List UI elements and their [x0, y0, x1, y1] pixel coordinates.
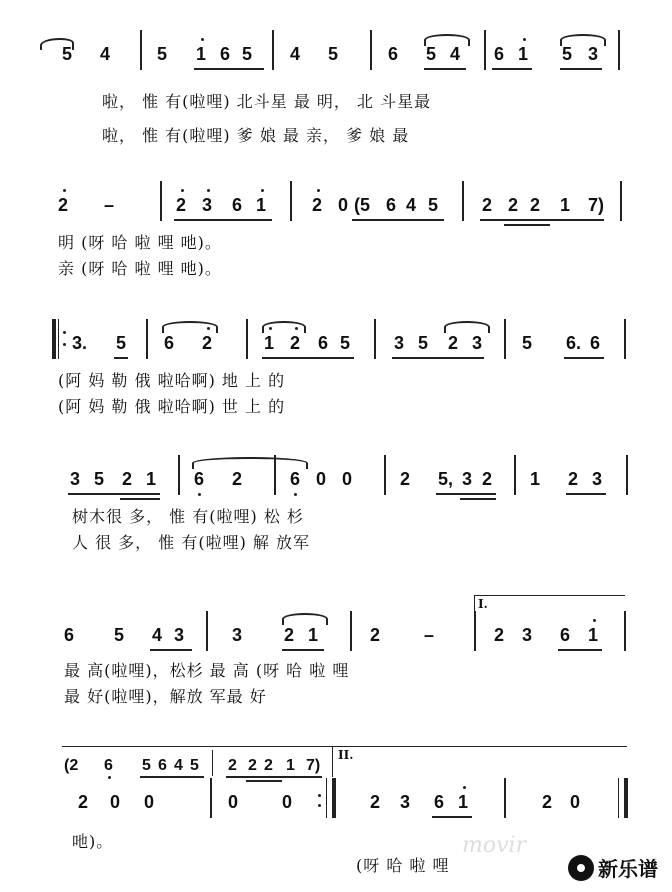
- beam: [424, 68, 466, 70]
- brand-text: 新乐谱: [598, 857, 658, 881]
- barline: [504, 319, 506, 359]
- note: 1: [264, 333, 275, 353]
- note: 1: [146, 469, 157, 489]
- note: 0: [228, 792, 239, 812]
- note: 0: [282, 792, 293, 812]
- note: 1: [560, 195, 571, 215]
- barline: [624, 319, 626, 359]
- note: 2: [370, 792, 381, 812]
- beam: [262, 357, 354, 359]
- notes-row: [0, 195, 672, 235]
- note: 5: [142, 757, 151, 774]
- note: –: [424, 625, 435, 645]
- note: 2: [264, 757, 273, 774]
- barline: [618, 30, 620, 70]
- barline: [514, 455, 516, 495]
- barline: [290, 181, 292, 221]
- slur: [162, 321, 218, 333]
- note: 5: [114, 625, 125, 645]
- note: 5: [418, 333, 429, 353]
- note: 7): [306, 757, 321, 774]
- note: 6: [194, 469, 205, 489]
- high-octave-dot: [317, 189, 320, 192]
- beam: [564, 357, 604, 359]
- site-logo: [568, 853, 658, 882]
- final-barline: [618, 778, 619, 818]
- low-octave-dot: [198, 493, 201, 496]
- note: 2: [312, 195, 323, 215]
- note: 5: [428, 195, 439, 215]
- note: 5: [94, 469, 105, 489]
- high-octave-dot: [523, 38, 526, 41]
- note: 6: [590, 333, 601, 353]
- note: 2: [284, 625, 295, 645]
- volta-bracket-2: [332, 746, 627, 777]
- barline: [484, 30, 486, 70]
- barline: [178, 455, 180, 495]
- high-octave-dot: [463, 786, 466, 789]
- note: 7): [588, 195, 605, 215]
- beam: [558, 649, 602, 651]
- beam: [480, 219, 604, 221]
- note: 1: [196, 44, 207, 64]
- note: 5,: [438, 469, 454, 489]
- note: 4: [406, 195, 417, 215]
- note: 2: [248, 757, 257, 774]
- note: 3: [394, 333, 405, 353]
- note: 1: [286, 757, 295, 774]
- barline: [626, 455, 628, 495]
- note: 2: [542, 792, 553, 812]
- barline: [350, 611, 352, 651]
- note: 0: [316, 469, 327, 489]
- note: 6.: [566, 333, 582, 353]
- note: 2: [78, 792, 89, 812]
- note: 5: [426, 44, 437, 64]
- note: 0: [110, 792, 121, 812]
- beam: [68, 493, 160, 495]
- note: 0: [570, 792, 581, 812]
- note: 5: [242, 44, 253, 64]
- note: 5: [340, 333, 351, 353]
- note: 6: [318, 333, 329, 353]
- note: 4: [290, 44, 301, 64]
- note: 3: [202, 195, 213, 215]
- note: 2: [370, 625, 381, 645]
- beam: [194, 68, 264, 70]
- note: (5: [354, 195, 371, 215]
- beam: [120, 498, 160, 500]
- sheet-music-page: 5 4 5 1 6 5 4 5 6 5 4 6 1 5 3 啦， 惟 有(啦哩) 北斗星 最 明， 北 斗星最 啦， 惟 有(啦哩) 爹 娘 最 亲， 爹 娘 最 2 – 2 3 6 1 2 0 (5 6 4 5 2 2 2 1 7) 明 (呀 哈 啦 哩 吔)。 亲 (呀 哈 啦 哩 吔)。 3. 5 6 2 1 2 6 5 3 5 2 3 5 6. 6 (阿 妈 勒 俄 啦哈啊) 地 上 的 (阿 妈 勒 俄 啦哈啊) 世 上 的 3 5 2 1 6 2 6 0 0 2 5, 3 2 1 2 3 树木很 多， 惟 有(啦哩) 松 杉 人 很 多， 惟 有(啦哩) 解 放军 I. 6 5 4 3 3 2 1 2 – 2 3 6 1 最 高(啦哩)，松杉 最 高 (呀 哈 啦 哩 最 好(啦哩)，解放 军最 好 II. (2 6 5 6 4 5 2 2 2 1 7) 2 0 0 0 0 2 3 6 1 2 0 吔)。 (呀 哈 啦 哩 movir 新乐谱: [0, 0, 672, 892]
- beam: [174, 219, 272, 221]
- notes-row: [0, 333, 672, 373]
- low-octave-dot: [108, 776, 111, 779]
- note: 5: [62, 44, 73, 64]
- beam: [492, 68, 532, 70]
- note: 3.: [72, 333, 88, 353]
- note: 5: [116, 333, 127, 353]
- note: 1: [530, 469, 541, 489]
- repeat-end-barline: [332, 778, 336, 818]
- note: 5: [157, 44, 168, 64]
- beam: [282, 649, 324, 651]
- note: (2: [64, 757, 79, 774]
- note: 2: [176, 195, 187, 215]
- note: 2: [202, 333, 213, 353]
- note: 2: [508, 195, 519, 215]
- barline: [462, 181, 464, 221]
- high-octave-dot: [63, 189, 66, 192]
- note: 6: [560, 625, 571, 645]
- beam: [392, 357, 484, 359]
- note: 3: [472, 333, 483, 353]
- beam: [436, 493, 496, 495]
- note: 1: [588, 625, 599, 645]
- barline: [160, 181, 162, 221]
- upper-line: [62, 746, 338, 747]
- beam: [560, 68, 602, 70]
- low-octave-dot: [294, 493, 297, 496]
- notes-row: [0, 44, 672, 84]
- barline: [504, 778, 506, 818]
- note: 4: [450, 44, 461, 64]
- note: 0: [342, 469, 353, 489]
- note: 2: [58, 195, 69, 215]
- note: 2: [568, 469, 579, 489]
- barline: [210, 778, 212, 818]
- beam: [352, 219, 444, 221]
- vinyl-record-icon: [568, 855, 594, 881]
- note: 2: [290, 333, 301, 353]
- volta-bracket-1: [474, 595, 625, 626]
- repeat-dot: [318, 794, 321, 797]
- note: 2: [400, 469, 411, 489]
- note: 2: [228, 757, 237, 774]
- beam: [246, 780, 282, 782]
- barline: [246, 319, 248, 359]
- note: 4: [100, 44, 111, 64]
- note: 2: [494, 625, 505, 645]
- note: 0: [338, 195, 349, 215]
- slur: [560, 34, 606, 46]
- note: 2: [530, 195, 541, 215]
- barline: [206, 611, 208, 651]
- repeat-end-barline: [326, 778, 327, 818]
- beam: [140, 776, 204, 778]
- note: 6: [158, 757, 167, 774]
- notes-row: [0, 469, 672, 509]
- volta-label: II.: [338, 748, 354, 762]
- note: 2: [232, 469, 243, 489]
- slur: [444, 321, 490, 333]
- note: 2: [122, 469, 133, 489]
- barline: [620, 181, 622, 221]
- barline: [374, 319, 376, 359]
- beam: [226, 776, 322, 778]
- beam: [432, 816, 472, 818]
- note: 3: [592, 469, 603, 489]
- beam: [150, 649, 192, 651]
- note: 3: [174, 625, 185, 645]
- high-octave-dot: [207, 189, 210, 192]
- note: 5: [328, 44, 339, 64]
- note: 3: [70, 469, 81, 489]
- repeat-dot: [318, 804, 321, 807]
- high-octave-dot: [181, 189, 184, 192]
- high-octave-dot: [201, 38, 204, 41]
- barline: [146, 319, 148, 359]
- note: 6: [386, 195, 397, 215]
- note: 6: [434, 792, 445, 812]
- barline: [370, 30, 372, 70]
- barline: [272, 30, 274, 70]
- high-octave-dot: [261, 189, 264, 192]
- note: 0: [144, 792, 155, 812]
- note: 5: [522, 333, 533, 353]
- note: 1: [256, 195, 267, 215]
- note: 6: [220, 44, 231, 64]
- barline: [140, 30, 142, 70]
- barline: [212, 750, 213, 776]
- note: –: [104, 195, 115, 215]
- slur: [262, 321, 306, 333]
- beam: [114, 357, 128, 359]
- note: 5: [190, 757, 199, 774]
- note: 3: [400, 792, 411, 812]
- slur: [424, 34, 470, 46]
- note: 1: [308, 625, 319, 645]
- note: 2: [448, 333, 459, 353]
- slur: [282, 613, 328, 625]
- note: 3: [588, 44, 599, 64]
- note: 1: [458, 792, 469, 812]
- final-barline: [624, 778, 628, 818]
- barline: [384, 455, 386, 495]
- note: 6: [494, 44, 505, 64]
- barline: [474, 611, 476, 651]
- note: 6: [164, 333, 175, 353]
- beam: [460, 498, 496, 500]
- volta-label: I.: [478, 597, 488, 611]
- note: 4: [152, 625, 163, 645]
- note: 5: [562, 44, 573, 64]
- note: 6: [64, 625, 75, 645]
- notes-row: [0, 625, 672, 665]
- note: 3: [232, 625, 243, 645]
- note: 6: [290, 469, 301, 489]
- high-octave-dot: [593, 619, 596, 622]
- note: 2: [482, 469, 493, 489]
- note: 3: [462, 469, 473, 489]
- note: 1: [518, 44, 529, 64]
- note: 3: [522, 625, 533, 645]
- beam: [504, 224, 550, 226]
- note: 6: [104, 757, 113, 774]
- note: 4: [174, 757, 183, 774]
- beam: [566, 493, 606, 495]
- tie: [192, 457, 308, 469]
- notes-row: [0, 792, 672, 832]
- note: 2: [482, 195, 493, 215]
- barline: [624, 611, 626, 651]
- note: 6: [232, 195, 243, 215]
- note: 6: [388, 44, 399, 64]
- watermark: movir: [462, 833, 527, 858]
